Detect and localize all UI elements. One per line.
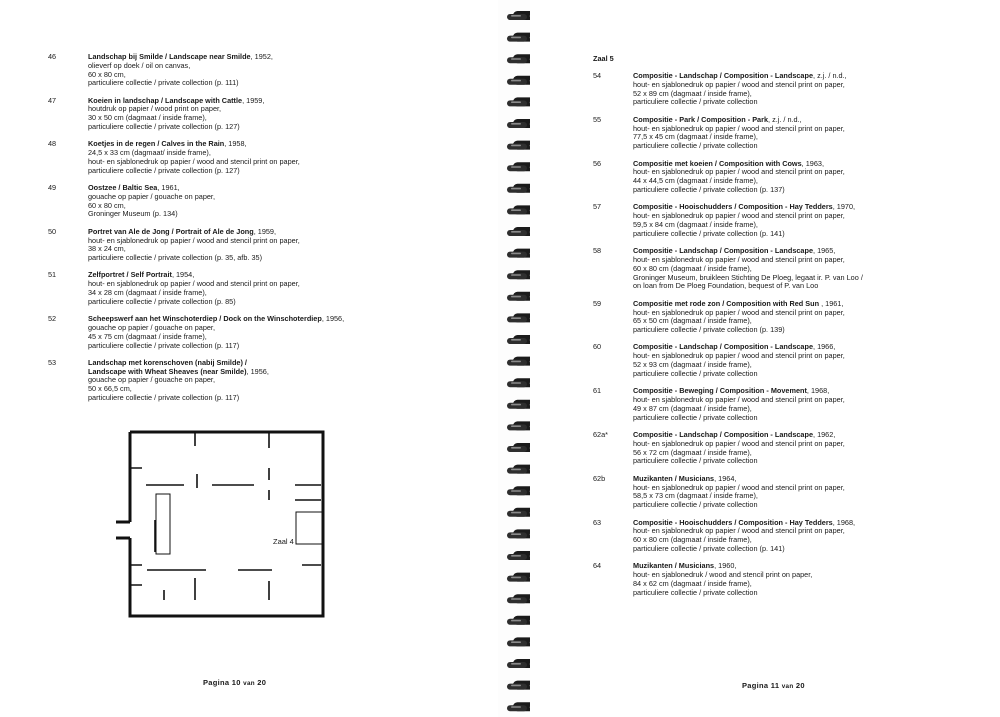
entry-detail-line: 49 x 87 cm (dagmaat / inside frame), [633, 403, 752, 413]
entry-detail-line: particuliere collectie / private collection (p. 141) [633, 544, 785, 553]
entry-detail-line: 30 x 50 cm (dagmaat / inside frame), [88, 113, 207, 123]
catalogue-entry [48, 184, 378, 219]
entry-detail-line: particuliere collectie / private collection [633, 368, 758, 378]
entry-text [633, 300, 893, 335]
footer-total: 20 [795, 681, 805, 690]
entry-year: , 1964, [714, 473, 737, 483]
footer-total: 20 [257, 678, 267, 687]
entry-number: 49 [48, 183, 57, 193]
entry-detail-line: particuliere collectie / private collection [633, 587, 758, 597]
entry-detail-line: 50 x 66,5 cm, [88, 384, 132, 394]
entry-text [88, 359, 378, 403]
entry-year: , z.j. / n.d., [813, 71, 847, 80]
entry-year: , 1956, [321, 314, 345, 324]
entry-year: , 1963, [801, 158, 824, 168]
entry-number: 62b [593, 473, 606, 483]
catalogue-entry [593, 431, 893, 466]
entry-detail-line: 59,5 x 84 cm (dagmaat / inside frame), [633, 219, 758, 229]
entry-detail-line: particuliere collectie / private collection (p. 139) [633, 325, 785, 335]
right-entry-list [593, 72, 893, 606]
catalogue-entry [593, 116, 893, 151]
entry-detail-line: 65 x 50 cm (dagmaat / inside frame), [633, 316, 752, 326]
entry-detail-line: particuliere collectie / private collection (p. 85) [88, 296, 236, 306]
entry-number: 64 [593, 561, 602, 571]
entry-year: , 1961, [819, 298, 844, 308]
entry-year: , 1962, [813, 430, 836, 440]
entry-number: 59 [593, 298, 602, 308]
entry-detail-line: olieverf op doek / oil on canvas, [88, 60, 191, 70]
entry-number: 48 [48, 139, 57, 149]
entry-year: , 1970, [832, 202, 856, 212]
entry-detail-line: gouache op papier / gouache on paper, [88, 191, 215, 201]
entry-title: Compositie - Hooischudders / Composition - Hay Tedders [633, 517, 833, 527]
catalogue-entry [593, 387, 893, 422]
entry-detail-line: gouache op papier / gouache on paper, [88, 322, 215, 332]
entry-detail-line: hout- en sjablonedruk op papier / wood and stencil print on paper, [88, 279, 300, 289]
entry-detail-line: particuliere collectie / private collection (p. 117) [88, 340, 240, 350]
entry-detail-line: hout- en sjablonedruk op papier / wood and stencil print on paper, [88, 235, 300, 245]
entry-text [633, 431, 893, 466]
entry-detail-line: hout- en sjablonedruk op papier / wood and stencil print on paper, [633, 211, 845, 221]
entry-number: 58 [593, 246, 602, 256]
floor-plan [114, 428, 334, 624]
entry-text [633, 160, 893, 195]
entry-text [88, 315, 378, 350]
entry-title: Compositie - Landschap / Composition - Landscape [633, 430, 814, 440]
entry-text [633, 116, 893, 151]
entry-year: , 1966, [813, 342, 836, 352]
entry-number: 62a* [593, 430, 609, 440]
entry-year: , 1968, [806, 386, 830, 396]
entry-title: Landschap bij Smilde / Landscape near Smilde [88, 52, 251, 61]
entry-detail-line: hout- en sjablonedruk op papier / wood and stencil print on paper, [633, 79, 845, 89]
catalogue-entry [593, 475, 893, 510]
entry-detail-line: 52 x 93 cm (dagmaat / inside frame), [633, 360, 752, 370]
floor-plan-room-label: Zaal 4 [273, 537, 294, 546]
entry-year: , 1961, [157, 183, 180, 193]
entry-year: , 1968, [832, 517, 856, 527]
entry-number: 50 [48, 226, 57, 236]
catalogue-entry [593, 247, 893, 291]
entry-detail-line: hout- en sjablonedruk op papier / wood and stencil print on paper, [633, 307, 845, 317]
catalogue-entry [48, 359, 378, 403]
entry-title: Compositie met koeien / Composition with Cows [633, 158, 802, 168]
catalogue-entry [48, 53, 378, 88]
entry-detail-line: hout- en sjablonedruk / wood and stencil print on paper, [633, 570, 813, 580]
entry-detail-line: hout- en sjablonedruk op papier / wood and stencil print on paper, [88, 156, 300, 166]
catalogue-entry [593, 562, 893, 597]
catalogue-entry [48, 315, 378, 350]
entry-year: , z.j. / n.d., [768, 114, 802, 124]
entry-number: 52 [48, 314, 57, 324]
entry-title: Koetjes in de regen / Calves in the Rain [88, 139, 225, 149]
entry-detail-line: 58,5 x 73 cm (dagmaat / inside frame), [633, 491, 758, 501]
entry-detail-line: 84 x 62 cm (dagmaat / inside frame), [633, 578, 752, 588]
entry-detail-line: 60 x 80 cm (dagmaat / inside frame), [633, 263, 752, 273]
entry-title: Zelfportret / Self Portrait [88, 270, 172, 280]
entry-text [633, 519, 893, 554]
entry-detail-line: hout- en sjablonedruk op papier / wood and stencil print on paper, [633, 395, 845, 405]
catalogue-entry [593, 300, 893, 335]
entry-number: 56 [593, 158, 602, 168]
entry-title: Compositie - Landschap / Composition - Landscape [633, 71, 814, 80]
entry-number: 60 [593, 342, 602, 352]
room-heading: Zaal 5 [593, 54, 614, 63]
entry-detail-line: 60 x 80 cm, [88, 69, 126, 79]
entry-title: Scheepswerf aan het Winschoterdiep / Dock on the Winschoterdiep [88, 314, 322, 324]
entry-title: Compositie met rode zon / Composition with Red Sun [633, 298, 820, 308]
entry-text [633, 247, 893, 291]
entry-title: Oostzee / Baltic Sea [88, 183, 158, 193]
entry-detail-line: 77,5 x 45 cm (dagmaat / inside frame), [633, 132, 758, 142]
entry-detail-line: hout- en sjablonedruk op papier / wood and stencil print on paper, [633, 526, 845, 536]
entry-detail-line: particuliere collectie / private collection [633, 97, 758, 107]
entry-detail-line: particuliere collectie / private collection (p. 117) [88, 393, 240, 402]
entry-detail-line: 38 x 24 cm, [88, 244, 126, 254]
entry-year: , 1965, [813, 246, 836, 256]
catalogue-entry [593, 203, 893, 238]
entry-detail-line: hout- en sjablonedruk op papier / wood and stencil print on paper, [633, 254, 845, 264]
entry-number: 55 [593, 114, 602, 124]
entry-number: 54 [593, 71, 602, 80]
entry-number: 61 [593, 386, 602, 396]
entry-year: , 1958, [224, 139, 247, 149]
entry-title: Compositie - Beweging / Composition - Movement [633, 386, 807, 396]
entry-number: 51 [48, 270, 57, 280]
entry-detail-line: Groninger Museum, bruikleen Stichting De Ploeg, legaat ir. P. van Loo / [633, 272, 863, 282]
catalogue-entry [593, 519, 893, 554]
entry-title: Koeien in landschap / Landscape with Cattle [88, 95, 243, 105]
entry-year: , 1959, [253, 226, 277, 236]
entry-title: Portret van Ale de Jong / Portrait of Ale de Jong [88, 226, 254, 236]
catalogue-entry [48, 97, 378, 132]
entry-text [633, 72, 893, 107]
entry-detail-line: 60 x 80 cm (dagmaat / inside frame), [633, 535, 752, 545]
entry-year: , 1952, [250, 52, 273, 61]
entry-detail-line: gouache op papier / gouache on paper, [88, 375, 215, 385]
footer-van: van [781, 683, 794, 690]
entry-text [88, 228, 378, 263]
entry-detail-line: 24,5 x 33 cm (dagmaat/ inside frame), [88, 148, 211, 158]
footer-page-number: 11 [770, 681, 780, 690]
left-page-footer [203, 678, 266, 687]
entry-detail-line: houtdruk op papier / wood print on paper, [88, 104, 222, 114]
floor-plan-entrance [116, 522, 130, 538]
entry-detail-line: particuliere collectie / private collection [633, 141, 758, 151]
entry-text [88, 53, 378, 88]
entry-detail-line: hout- en sjablonedruk op papier / wood and stencil print on paper, [633, 482, 845, 492]
entry-title: Muzikanten / Musicians [633, 473, 715, 483]
entry-text [633, 343, 893, 378]
entry-detail-line: 45 x 75 cm (dagmaat / inside frame), [88, 331, 207, 341]
entry-year: , 1960, [714, 561, 737, 571]
entry-title: Compositie - Park / Composition - Park [633, 114, 769, 124]
entry-detail-line: 60 x 80 cm, [88, 200, 126, 210]
entry-detail-line: particuliere collectie / private collection [633, 412, 758, 422]
catalogue-entry [48, 140, 378, 175]
entry-title: Landschap met korenschoven (nabij Smilde) / [88, 357, 247, 367]
entry-title-continued: Landscape with Wheat Sheaves (near Smilde) [88, 366, 247, 376]
entry-year: , 1959, [242, 95, 265, 105]
catalogue-entry [593, 343, 893, 378]
entry-number: 46 [48, 52, 57, 61]
footer-page-number: 10 [231, 678, 241, 687]
entry-detail-line: hout- en sjablonedruk op papier / wood and stencil print on paper, [633, 351, 845, 361]
entry-year: , 1954, [171, 270, 195, 280]
footer-van: van [243, 680, 255, 687]
entry-detail-line: particuliere collectie / private collection [633, 500, 758, 510]
entry-text [88, 184, 378, 219]
entry-year: , 1956, [246, 366, 269, 376]
entry-detail-line: particuliere collectie / private collection [633, 456, 758, 466]
entry-detail-line: particuliere collectie / private collection (p. 127) [88, 122, 240, 132]
entry-text [633, 562, 893, 597]
entry-detail-line: particuliere collectie / private collection (p. 35, afb. 35) [88, 253, 262, 263]
entry-detail-line: 52 x 89 cm (dagmaat / inside frame), [633, 88, 752, 98]
entry-detail-line: 34 x 28 cm (dagmaat / inside frame), [88, 288, 207, 298]
entry-title: Compositie - Landschap / Composition - Landscape [633, 342, 814, 352]
entry-detail-line: 44 x 44,5 cm (dagmaat / inside frame), [633, 176, 758, 186]
entry-title: Compositie - Hooischudders / Composition - Hay Tedders [633, 202, 833, 212]
floor-plan-interior-walls [130, 432, 321, 600]
entry-detail-line: hout- en sjablonedruk op papier / wood and stencil print on paper, [633, 438, 845, 448]
entry-text [633, 387, 893, 422]
entry-number: 57 [593, 202, 602, 212]
entry-detail-line: particuliere collectie / private collection (p. 127) [88, 165, 240, 175]
catalogue-entry [48, 228, 378, 263]
entry-title: Muzikanten / Musicians [633, 561, 715, 571]
entry-detail-line: Groninger Museum (p. 134) [88, 209, 178, 219]
entry-detail-line: particuliere collectie / private collection (p. 137) [633, 184, 785, 194]
entry-title: Compositie - Landschap / Composition - Landscape [633, 246, 814, 256]
catalogue-entry [593, 160, 893, 195]
entry-detail-line: hout- en sjablonedruk op papier / wood and stencil print on paper, [633, 167, 845, 177]
entry-detail-line: on loan from De Ploeg Foundation, bequest of P. van Loo [633, 281, 819, 291]
entry-number: 47 [48, 95, 57, 105]
floor-plan-display-case [296, 512, 322, 544]
entry-text [88, 97, 378, 132]
entry-text [88, 140, 378, 175]
entry-detail-line: particuliere collectie / private collection (p. 111) [88, 78, 239, 88]
entry-detail-line: hout- en sjablonedruk op papier / wood and stencil print on paper, [633, 123, 845, 133]
entry-number: 53 [48, 357, 57, 367]
entry-number: 63 [593, 517, 602, 527]
entry-text [88, 271, 378, 306]
footer-pagina: Pagina [203, 678, 230, 687]
entry-detail-line: 56 x 72 cm (dagmaat / inside frame), [633, 447, 752, 457]
floor-plan-display-case [156, 494, 170, 554]
entry-text [633, 203, 893, 238]
footer-pagina: Pagina [742, 681, 769, 690]
catalogue-entry [48, 271, 378, 306]
floor-plan-outer-wall [130, 432, 323, 616]
left-entry-list [48, 53, 378, 411]
entry-text [633, 475, 893, 510]
entry-detail-line: particuliere collectie / private collection (p. 141) [633, 228, 785, 238]
catalogue-entry [593, 72, 893, 107]
right-page-footer [742, 681, 805, 690]
